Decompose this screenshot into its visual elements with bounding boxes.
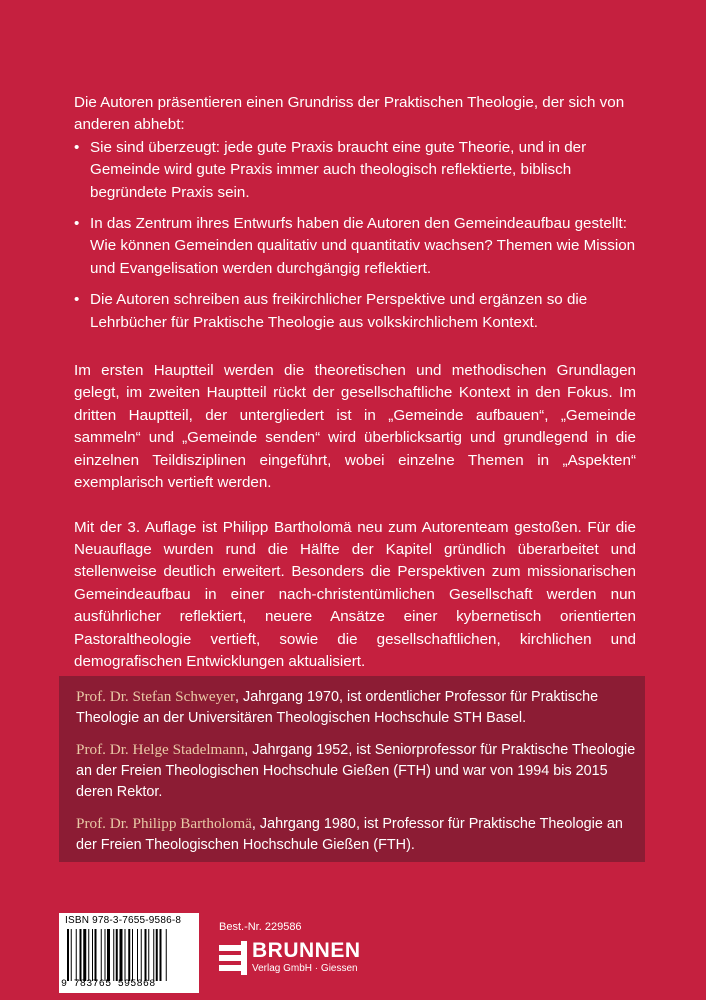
barcode-bar	[160, 929, 162, 981]
order-number: Best.-Nr. 229586	[219, 921, 302, 933]
barcode-bar	[107, 929, 110, 981]
list-item: • Die Autoren schreiben aus freikirchlicher Perspektive und ergänzen so die Lehrbücher für Praktische Theologie aus volkskirchlichem Kontext.	[74, 289, 636, 334]
barcode-bar	[145, 929, 147, 981]
barcode-bar	[67, 929, 69, 981]
publisher-name: BRUNNEN	[252, 939, 361, 962]
author-box	[59, 676, 645, 862]
list-item: • Sie sind überzeugt: jede gute Praxis braucht eine gute Theorie, und in der Gemeinde wird gute Praxis immer auch theologisch reflektierte, biblisch begründete Praxis sein.	[74, 137, 636, 204]
barcode-bar	[71, 929, 72, 981]
author-bio: , Jahrgang 1952, ist Seniorprofessor für Praktische Theologie an der Freien Theologischen Hochschule Gießen (FTH) und war von 1994 bis 2015 deren Rektor.	[76, 742, 636, 800]
barcode-bar	[153, 929, 154, 981]
barcode-bar	[141, 929, 142, 981]
barcode-bar	[92, 929, 93, 981]
blurb-text	[74, 92, 636, 673]
barcode-bar	[148, 929, 149, 981]
feature-list	[74, 137, 636, 334]
barcode-bar	[88, 929, 89, 981]
publisher-logo-icon	[219, 941, 247, 975]
author-name: Prof. Dr. Stefan Schweyer	[76, 688, 236, 705]
structure-paragraph: Im ersten Hauptteil werden die theoretischen und methodischen Grundlagen gelegt, im zweiten Hauptteil rückt der gesellschaftliche Kontext in den Fokus. Im dritten Hauptteil, der untergliedert ist in „Gemeinde aufbauen“, „Gemeinde sammeln“ und „Gemeinde senden“ wird überblicksartig und grundlegend in die einzelnen Teildisziplinen eingeführt, wobei einzelne Themen in „Aspekten“ exemplarisch vertieft werden.	[74, 362, 636, 492]
barcode-bar	[125, 929, 126, 981]
publisher-subline: Verlag GmbH · Giessen	[252, 963, 358, 974]
barcode-bar	[166, 929, 167, 981]
list-item: • In das Zentrum ihres Entwurfs haben die Autoren den Gemeindeaufbau gestellt: Wie können Gemeinden qualitativ und quantitativ wachsen? Themen wie Mission und Evangelisation werden durchgängig reflektiert.	[74, 213, 636, 280]
author-name: Prof. Dr. Philipp Bartholomä	[76, 815, 252, 832]
barcode-bar	[101, 929, 102, 981]
barcode-bar	[95, 929, 97, 981]
intro-paragraph: Die Autoren präsentieren einen Grundriss der Praktischen Theologie, der sich von anderen abhebt:	[74, 94, 625, 134]
barcode-bar	[120, 929, 123, 981]
barcode-bar	[116, 929, 118, 981]
barcode-digits: 9 783765 595868	[61, 979, 156, 990]
barcode-bar	[80, 929, 82, 981]
barcode-bar	[132, 929, 133, 981]
barcode-bar	[105, 929, 106, 981]
author-entry	[76, 813, 636, 856]
isbn-barcode	[59, 913, 199, 993]
barcode-bar	[156, 929, 158, 981]
barcode-bar	[76, 929, 77, 981]
barcode-bar	[137, 929, 138, 981]
barcode-bar	[128, 929, 130, 981]
author-bio: , Jahrgang 1970, ist ordentlicher Professor für Praktische Theologie an der Universitären Theologischen Hochschule STH Basel.	[76, 689, 599, 726]
author-entry	[76, 686, 636, 729]
author-name: Prof. Dr. Helge Stadelmann	[76, 741, 245, 758]
isbn-label: ISBN 978-3-7655-9586-8	[65, 915, 182, 926]
author-bio: , Jahrgang 1980, ist Professor für Praktische Theologie an der Freien Theologischen Hochschule Gießen (FTH).	[76, 816, 623, 853]
barcode-bar	[113, 929, 114, 981]
edition-paragraph: Mit der 3. Auflage ist Philipp Bartholomä neu zum Autorenteam gestoßen. Für die Neuauflage wurden rund die Hälfte der Kapitel gründlich überarbeitet und stellenweise deutlich erweitert. Besonders die Perspektiven zum missionarischen Gemeindeaufbau in einer nach-christentümlichen Gesellschaft werden nun ausführlicher reflektiert, neuere Ansätze einer kybernetisch orientierten Pastoraltheologie vertieft, sowie die gesellschaftlichen, kirchlichen und demografischen Entwicklungen aktualisiert.	[74, 518, 636, 670]
barcode-bar	[83, 929, 86, 981]
barcode-bars	[67, 929, 193, 981]
author-entry	[76, 739, 636, 803]
